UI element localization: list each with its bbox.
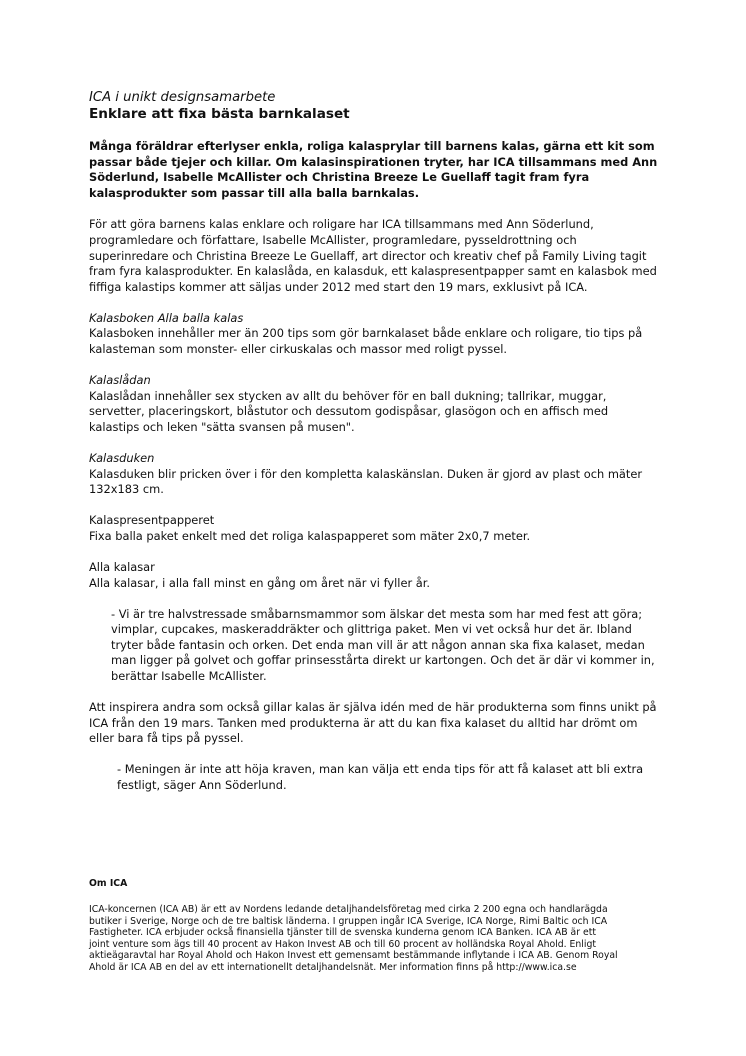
body-paragraph: Att inspirera andra som också gillar kalas är själva idén med de här produkterna som finns unikt på ICA från den 19 mars. Tanken med produkterna är att du kan fixa kalaset du alltid har drömt om eller bara få tips på pyssel. [89, 700, 657, 746]
quote-isabelle: - Vi är tre halvstressade småbarnsmammor som älskar det mesta som har med fest att göra; vimplar, cupcakes, maskeraddräkter och glittriga paket. Men vi vet också hur det är. Ibland tryter både fantasin och orken. Det enda man vill är att någon annan ska fixa kalaset, medan man ligger på golvet och goffar prinsesstårta direkt ur kartongen. Och det är där vi kommer in, berättar Isabelle McAllister. [111, 606, 655, 684]
kicker: ICA i unikt designsamarbete [89, 90, 276, 105]
section-text: Fixa balla paket enkelt med det roliga kalaspapperet som mäter 2x0,7 meter. [89, 528, 531, 543]
intro-paragraph: För att göra barnens kalas enklare och roligare har ICA tillsammans med Ann Söderlund, programledare och författare, Isabelle McAllister, programledare, pysseldrottning och superinredare och Christina Breeze Le Guellaff, art director och kreativ chef på Family Living tagit fram fyra kalasprodukter. En kalaslåda, en kalasduk, ett kalaspresentpapper samt en kalasbok med fiffiga kalastips kommer att säljas under 2012 med start den 19 mars, exklusivt på ICA. [89, 217, 657, 294]
page-title: Enklare att fixa bästa barnkalaset [89, 106, 350, 122]
about-text: ICA-koncernen (ICA AB) är ett av Nordens ledande detaljhandelsföretag med cirka 2 200 egna och handlarägda butiker i Sverige, Norge och de tre baltisk länderna. I gruppen ingår ICA Sverige, ICA Norge, Rimi Baltic och ICA Fastigheter. ICA erbjuder också finansiella tjänster till de svenska kunderna genom ICA Banken. ICA AB är ett joint venture som ägs till 40 procent av Hakon Invest AB och till 60 procent av holländska Royal Ahold. Enligt aktieägaravtal har Royal Ahold och Hakon Invest ett gemensamt bestämmande inflytande i ICA AB. Genom Royal Ahold är ICA AB en del av ett internationellt detaljhandelsnät. Mer information finns på http://www.ica.se [89, 904, 618, 973]
section-kalaspresentpapperet [89, 513, 659, 544]
press-release [89, 90, 659, 794]
section-heading: Alla kalasar [89, 559, 155, 574]
section-text: Kalasboken innehåller mer än 200 tips som gör barnkalaset både enklare och roligare, tio tips på kalasteman som monster- eller cirkuskalas och massor med roligt pyssel. [89, 326, 643, 357]
about-ica [89, 878, 619, 974]
section-heading: Kalasduken [89, 451, 155, 465]
section-text: Kalasduken blir pricken över i för den kompletta kalaskänslan. Duken är gjord av plast och mäter 132x183 cm. [89, 466, 643, 497]
section-kalasladan [89, 373, 659, 435]
about-heading: Om ICA [89, 878, 128, 889]
section-text: Kalaslådan innehåller sex stycken av allt du behöver för en ball dukning; tallrikar, muggar, servetter, placeringskort, blåstutor och dessutom godispåsar, glasögon och en affisch med kalastips och leken "sätta svansen på musen". [89, 388, 609, 434]
lead-paragraph: Många föräldrar efterlyser enkla, roliga kalasprylar till barnens kalas, gärna ett kit som passar både tjejer och killar. Om kalasinspirationen tryter, har ICA tillsammans med Ann Söderlund, Isabelle McAllister och Christina Breeze Le Guellaff tagit fram fyra kalasprodukter som passar till alla balla barnkalas. [89, 139, 658, 200]
section-alla-kalasar [89, 560, 659, 591]
section-heading: Kalaspresentpapperet [89, 513, 215, 528]
section-text: Alla kalasar, i alla fall minst en gång om året när vi fyller år. [89, 575, 431, 590]
quote-ann: - Meningen är inte att höja kraven, man kan välja ett enda tips för att få kalaset att bli extra festligt, säger Ann Söderlund. [117, 762, 644, 792]
section-kalasboken [89, 311, 659, 358]
section-heading: Kalaslådan [89, 373, 151, 388]
section-kalasduken [89, 451, 659, 498]
section-heading: Kalasboken Alla balla kalas [89, 310, 244, 325]
